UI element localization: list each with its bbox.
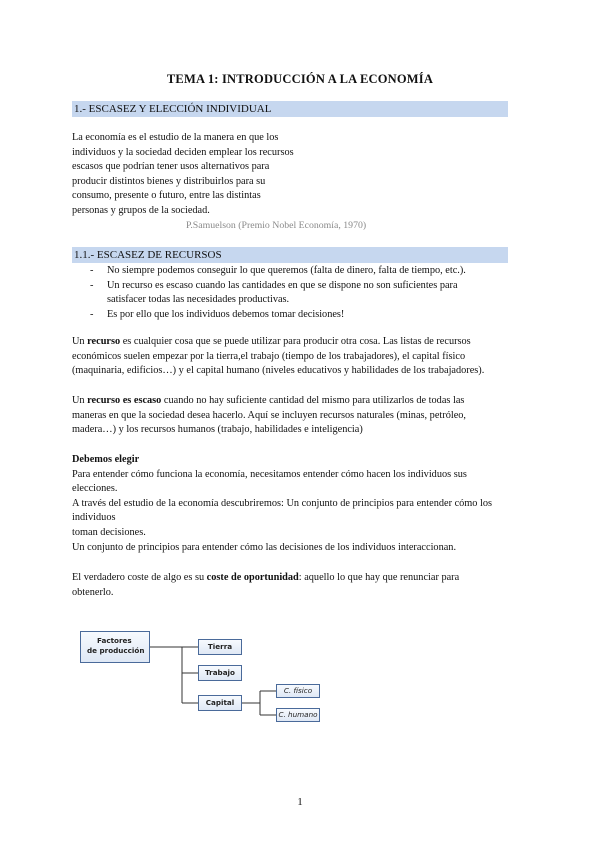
paragraph-line: maneras en que la sociedad desea hacerlo. Aquí se incluyen recursos naturales (minas, petróleo, (72, 409, 466, 421)
page-number: 1 (297, 796, 303, 808)
bullet-dash: - (90, 308, 94, 320)
document-title: TEMA 1: INTRODUCCIÓN A LA ECONOMÍA (166, 72, 434, 86)
recurso-escaso-paragraph (72, 394, 532, 438)
paragraph-line: Para entender cómo funciona la economía, necesitamos entender cómo hacen los individuos sus (72, 468, 467, 480)
quote-line: individuos y la sociedad deciden emplear los recursos (72, 146, 294, 158)
quote-author: P.Samuelson (Premio Nobel Economía, 1970) (186, 220, 367, 231)
capital-humano-box: C. humano (276, 708, 320, 722)
list-item (90, 308, 520, 323)
paragraph-line: toman decisiones. (72, 526, 146, 538)
bullet-dash: - (90, 265, 94, 276)
paragraph-line: individuos (72, 512, 116, 524)
text-run: Un (72, 336, 88, 347)
bullet-text: satisfacer todas las necesidades productivas. (107, 294, 290, 306)
paragraph-line: obtenerlo. (72, 586, 114, 598)
term-coste-oportunidad: coste de oportunidad (206, 572, 299, 583)
paragraph-line: Un conjunto de principios para entender cómo las decisiones de los individuos interaccionan. (72, 541, 457, 553)
coste-oportunidad-paragraph (72, 571, 532, 600)
bullet-text: No siempre podemos conseguir lo que queremos (falta de dinero, falta de tiempo, etc.). (107, 265, 466, 276)
debemos-elegir-block (72, 453, 532, 555)
paragraph-line: económicos suelen empezar por la tierra,el trabajo (tiempo de los trabajadores), el capital físico (72, 350, 466, 362)
list-item (90, 279, 520, 308)
capital-box: Capital (198, 695, 242, 711)
paragraph-line (72, 571, 532, 586)
quote-line: escasos que podrían tener usos alternativos para (72, 161, 270, 173)
debemos-elegir-heading: Debemos elegir (72, 454, 140, 465)
text-run: El verdadero coste de algo es su (72, 572, 207, 583)
paragraph-line: (maquinaria, edificios…) y el capital humano (niveles educativos y habilidades de los trabajadores). (72, 365, 485, 377)
quote-line: La economía es el estudio de la manera en que los (72, 132, 279, 143)
quote-line: producir distintos bienes y distribuirlos para su (72, 175, 266, 187)
term-recurso-escaso: recurso es escaso (87, 395, 162, 406)
paragraph-line: madera…) y los recursos humanos (trabajo, habilidades e inteligencia) (72, 424, 363, 436)
paragraph-line: A través del estudio de la economía descubriremos: Un conjunto de principios para entender cómo los (72, 497, 493, 509)
section-1-heading: 1.- ESCASEZ Y ELECCIÓN INDIVIDUAL (72, 101, 508, 117)
text-run: Un (72, 395, 88, 406)
text-run: : aquello lo que hay que renunciar para (298, 572, 460, 583)
box-label: de producción (87, 646, 145, 655)
subheading (72, 453, 532, 468)
quote-line: consumo, presente o futuro, entre las distintas (72, 190, 261, 202)
bullet-dash: - (90, 279, 94, 291)
capital-fisico-box: C. físico (276, 684, 320, 698)
scarcity-bullet-list (90, 264, 520, 322)
paragraph-line (72, 394, 532, 409)
factors-diagram (80, 630, 340, 730)
box-label: Factores (97, 636, 132, 645)
tierra-box: Tierra (198, 639, 242, 655)
section-1-1-heading: 1.1.- ESCASEZ DE RECURSOS (72, 247, 508, 263)
samuelson-quote (72, 131, 332, 219)
recurso-paragraph (72, 335, 532, 379)
list-item (90, 264, 520, 279)
trabajo-box: Trabajo (198, 665, 242, 681)
term-recurso: recurso (87, 336, 121, 347)
text-run: es cualquier cosa que se puede utilizar para producir otra cosa. Las listas de recursos (120, 336, 471, 347)
paragraph-line (72, 335, 532, 350)
text-run: cuando no hay suficiente cantidad del mismo para utilizarlos de todas las (161, 395, 465, 406)
bullet-text: Un recurso es escaso cuando las cantidades en que se dispone no son suficientes para (107, 279, 458, 291)
paragraph-line: elecciones. (72, 483, 118, 495)
bullet-text: Es por ello que los individuos debemos tomar decisiones! (107, 308, 345, 320)
factores-produccion-box (80, 631, 150, 663)
quote-line: personas y grupos de la sociedad. (72, 204, 210, 216)
